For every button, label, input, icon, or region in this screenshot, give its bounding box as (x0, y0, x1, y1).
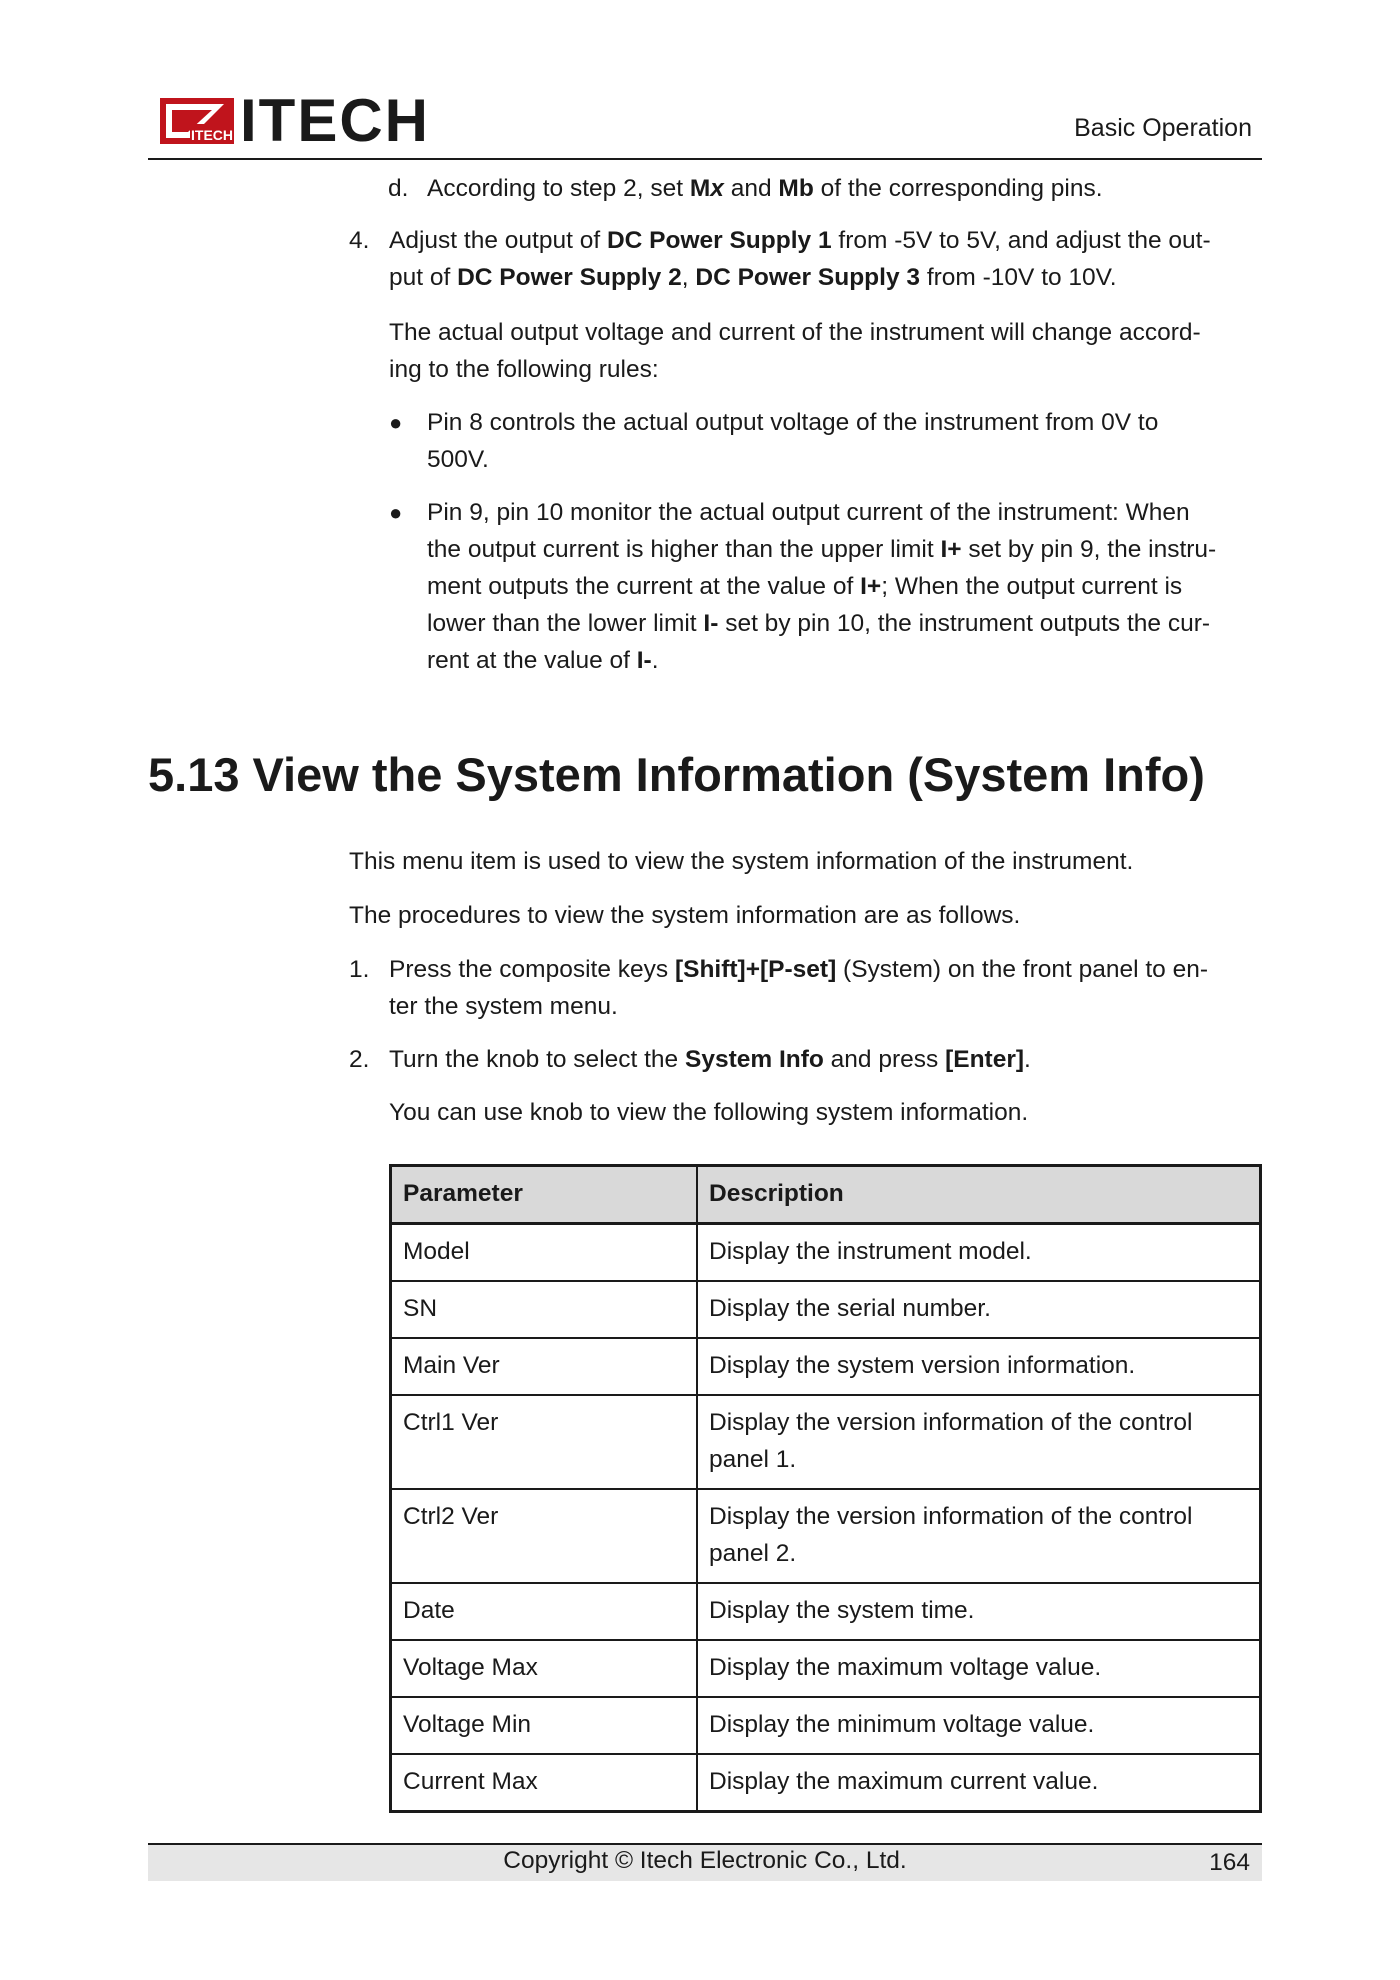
table-row (391, 1640, 1261, 1697)
desc-cell: Display the instrument model. (697, 1224, 1261, 1282)
bullet-icon: ● (389, 410, 403, 435)
list-item-4-line2: put of DC Power Supply 2, DC Power Supply 3 from -10V to 10V. (389, 264, 1117, 291)
desc-cell: Display the system version information. (697, 1338, 1261, 1395)
step-1-line1: Press the composite keys [Shift]+[P-set] (System) on the front panel to en- (389, 956, 1209, 983)
knob-note: You can use knob to view the following system information. (389, 1099, 1029, 1126)
bullet-icon: ● (389, 500, 403, 525)
table-row (391, 1281, 1261, 1338)
param-cell: Main Ver (391, 1338, 698, 1395)
section-title: Basic Operation (1074, 114, 1252, 142)
page-header (148, 87, 1262, 160)
step-marker-2: 2. (349, 1046, 370, 1073)
param-cell: Current Max (391, 1754, 698, 1812)
table-row (391, 1489, 1261, 1583)
bullet-1-line2: 500V. (427, 446, 489, 473)
table-header-row (391, 1166, 1261, 1224)
table-row (391, 1338, 1261, 1395)
header-description: Description (697, 1166, 1261, 1224)
header-parameter: Parameter (391, 1166, 698, 1224)
logo-badge-text: ITECH (191, 127, 233, 143)
itech-logo-mark (160, 98, 234, 144)
logo-wordmark: ITECH (240, 87, 430, 154)
param-cell: SN (391, 1281, 698, 1338)
param-cell: Model (391, 1224, 698, 1282)
param-cell: Date (391, 1583, 698, 1640)
desc-cell: Display the system time. (697, 1583, 1261, 1640)
param-cell: Ctrl2 Ver (391, 1489, 698, 1583)
bullet-2-line3: ment outputs the current at the value of I+; When the output current is (427, 573, 1183, 600)
list-item-d: According to step 2, set Mx and Mb of the corresponding pins. (427, 175, 1103, 202)
bullet-2-line2: the output current is higher than the upper limit I+ set by pin 9, the instru- (427, 536, 1217, 563)
desc-cell: Display the minimum voltage value. (697, 1697, 1261, 1754)
itech-logo (160, 87, 430, 154)
table-row (391, 1697, 1261, 1754)
step-marker-1: 1. (349, 956, 370, 983)
desc-cell: Display the maximum voltage value. (697, 1640, 1261, 1697)
desc-cell: Display the serial number. (697, 1281, 1261, 1338)
bullet-2-line1: Pin 9, pin 10 monitor the actual output current of the instrument: When (427, 499, 1190, 526)
desc-cell: Display the version information of the control panel 1. (697, 1395, 1261, 1489)
rules-intro-line1: The actual output voltage and current of the instrument will change accord- (389, 319, 1201, 346)
table-row (391, 1583, 1261, 1640)
section-para-1: This menu item is used to view the system information of the instrument. (349, 848, 1134, 875)
param-cell: Ctrl1 Ver (391, 1395, 698, 1489)
rules-intro-line2: ing to the following rules: (389, 356, 659, 383)
list-item-4-line1: Adjust the output of DC Power Supply 1 from -5V to 5V, and adjust the out- (389, 227, 1211, 254)
bullet-2-line5: rent at the value of I-. (427, 647, 659, 674)
section-para-2: The procedures to view the system information are as follows. (349, 902, 1021, 929)
page-footer (148, 1843, 1262, 1881)
desc-cell: Display the maximum current value. (697, 1754, 1261, 1812)
page-number: 164 (1209, 1849, 1250, 1876)
list-marker-d: d. (388, 175, 409, 202)
step-1-line2: ter the system menu. (389, 993, 618, 1020)
table-row (391, 1395, 1261, 1489)
table-row (391, 1224, 1261, 1282)
list-marker-4: 4. (349, 227, 370, 254)
param-cell: Voltage Min (391, 1697, 698, 1754)
table-row (391, 1754, 1261, 1812)
step-2-line1: Turn the knob to select the System Info and press [Enter]. (389, 1046, 1031, 1073)
section-heading: 5.13 View the System Information (System Info) (148, 748, 1205, 801)
copyright-text: Copyright © Itech Electronic Co., Ltd. (503, 1847, 907, 1874)
system-info-table (389, 1164, 1262, 1813)
bullet-2-line4: lower than the lower limit I- set by pin 10, the instrument outputs the cur- (427, 610, 1211, 637)
desc-cell: Display the version information of the control panel 2. (697, 1489, 1261, 1583)
bullet-1-line1: Pin 8 controls the actual output voltage of the instrument from 0V to (427, 409, 1159, 436)
param-cell: Voltage Max (391, 1640, 698, 1697)
